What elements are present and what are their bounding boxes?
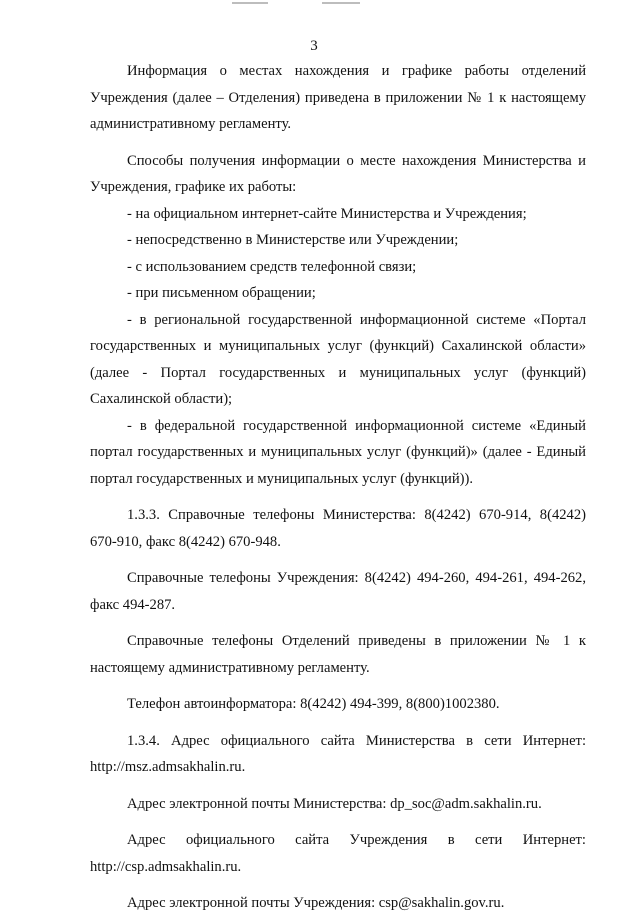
- scan-artifact-mark: [232, 2, 268, 4]
- paragraph: [90, 502, 586, 555]
- paragraph-line: Информация о местах нахождения и графике работы отделений: [127, 63, 586, 79]
- paragraph-line: Адрес электронной почты Учреждения: csp@sakhalin.gov.ru.: [127, 895, 505, 911]
- paragraph: [90, 728, 586, 781]
- paragraph-line: 1.3.4. Адрес официального сайта Министерства в сети Интернет:: [127, 732, 586, 749]
- paragraph-line: Телефон автоинформатора: 8(4242) 494-399, 8(800)1002380.: [127, 696, 500, 712]
- paragraph: [90, 201, 586, 228]
- paragraph-line: - непосредственно в Министерстве или Учреждении;: [127, 232, 459, 248]
- paragraph-line: Сахалинской области);: [90, 391, 233, 407]
- paragraph-line: - в региональной государственной информационной системе «Портал: [127, 311, 586, 328]
- paragraph-line: государственных и муниципальных услуг (функций) Сахалинской области»: [90, 338, 586, 354]
- paragraph-line: (далее - Портал государственных и муниципальных услуг (функций): [90, 364, 586, 381]
- paragraph-line: 1.3.3. Справочные телефоны Министерства: 8(4242) 670-914, 8(4242): [127, 507, 586, 523]
- paragraph: [90, 254, 586, 281]
- paragraph: [90, 58, 586, 138]
- paragraph: [90, 827, 586, 880]
- paragraph-line: http://msz.admsakhalin.ru.: [90, 759, 246, 775]
- page-number: 3: [310, 38, 318, 54]
- paragraph-line: Учреждения, графике их работы:: [90, 179, 297, 195]
- paragraph-line: Справочные телефоны Учреждения: 8(4242) 494-260, 494-261, 494-262,: [127, 570, 586, 586]
- paragraph: [90, 890, 586, 917]
- paragraph-line: - при письменном обращении;: [127, 285, 316, 301]
- paragraph: [90, 413, 586, 493]
- paragraph: [90, 227, 586, 254]
- paragraph: [90, 148, 586, 201]
- paragraph-line: административному регламенту.: [90, 116, 292, 132]
- paragraph-line: Учреждения (далее – Отделения) приведена в приложении № 1 к настоящему: [90, 89, 586, 106]
- paragraph-line: Адрес электронной почты Министерства: dp_soc@adm.sakhalin.ru.: [127, 795, 542, 812]
- paragraph: [90, 691, 586, 718]
- paragraph-line: Способы получения информации о месте нахождения Министерства и: [127, 152, 586, 169]
- document-body: [90, 58, 586, 917]
- paragraph-line: - на официальном интернет-сайте Министерства и Учреждения;: [127, 205, 527, 222]
- paragraph-line: - в федеральной государственной информационной системе «Единый: [127, 417, 586, 434]
- scan-artifact-mark: [322, 2, 360, 4]
- paragraph-line: http://csp.admsakhalin.ru.: [90, 858, 242, 875]
- paragraph: [90, 280, 586, 307]
- paragraph: [90, 307, 586, 413]
- paragraph-line: портал государственных и муниципальных услуг (функций)).: [90, 470, 474, 487]
- paragraph-line: портал государственных и муниципальных услуг (функций)» (далее - Единый: [90, 444, 586, 460]
- paragraph: [90, 791, 586, 818]
- paragraph-line: Адрес официального сайта Учреждения в сети Интернет:: [127, 832, 586, 848]
- paragraph-line: - с использованием средств телефонной связи;: [127, 258, 417, 275]
- paragraph-line: Справочные телефоны Отделений приведены в приложении № 1 к: [127, 633, 586, 649]
- paragraph-line: 670-910, факс 8(4242) 670-948.: [90, 533, 281, 550]
- paragraph: [90, 565, 586, 618]
- paragraph: [90, 628, 586, 681]
- paragraph-line: настоящему административному регламенту.: [90, 659, 370, 676]
- paragraph-line: факс 494-287.: [90, 596, 176, 613]
